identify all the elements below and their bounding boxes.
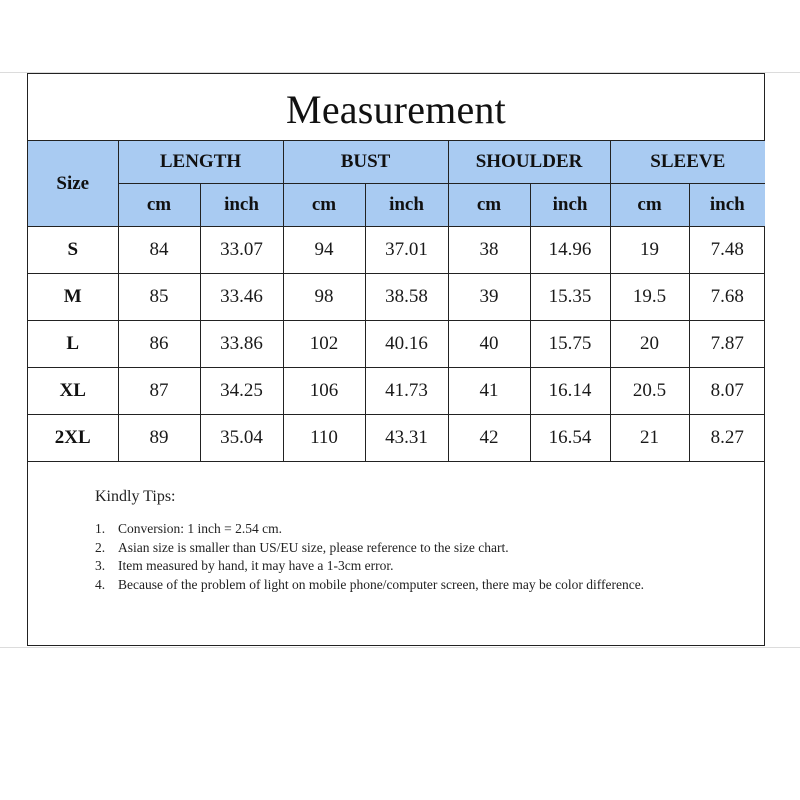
list-index: 1.	[95, 521, 106, 536]
table-cell: 102	[283, 321, 365, 368]
size-label: M	[28, 274, 118, 321]
table-cell: 20	[610, 321, 689, 368]
list-text: Conversion: 1 inch = 2.54 cm.	[118, 521, 282, 536]
table-cell: 15.75	[530, 321, 610, 368]
table-cell: 85	[118, 274, 200, 321]
table-row	[28, 227, 765, 274]
unit-header: cm	[118, 184, 200, 227]
unit-header: inch	[200, 184, 283, 227]
table-cell: 41.73	[365, 368, 448, 415]
table-cell: 8.27	[689, 415, 765, 462]
table-cell: 19.5	[610, 274, 689, 321]
table-cell: 40	[448, 321, 530, 368]
list-text: Item measured by hand, it may have a 1-3cm error.	[118, 558, 394, 573]
group-header-bust: BUST	[283, 141, 448, 184]
table-cell: 38	[448, 227, 530, 274]
table-cell: 16.14	[530, 368, 610, 415]
table-cell: 19	[610, 227, 689, 274]
table-cell: 98	[283, 274, 365, 321]
list-item	[95, 539, 655, 558]
table-row	[28, 321, 765, 368]
table-row	[28, 274, 765, 321]
table-cell: 110	[283, 415, 365, 462]
tips-list	[95, 520, 764, 594]
unit-header-row	[28, 184, 765, 227]
table-cell: 87	[118, 368, 200, 415]
unit-header: inch	[689, 184, 765, 227]
table-cell: 7.87	[689, 321, 765, 368]
divider-bottom	[0, 647, 800, 648]
table-cell: 84	[118, 227, 200, 274]
list-text: Because of the problem of light on mobile phone/computer screen, there may be color difference.	[118, 576, 645, 592]
kindly-tips	[28, 462, 764, 594]
table-cell: 35.04	[200, 415, 283, 462]
list-item	[95, 520, 655, 539]
table-cell: 39	[448, 274, 530, 321]
table-cell: 15.35	[530, 274, 610, 321]
table-cell: 7.68	[689, 274, 765, 321]
list-index: 2.	[95, 539, 106, 555]
table-cell: 33.86	[200, 321, 283, 368]
table-cell: 86	[118, 321, 200, 368]
table-cell: 34.25	[200, 368, 283, 415]
group-header-shoulder: SHOULDER	[448, 141, 610, 184]
unit-header: cm	[283, 184, 365, 227]
table-cell: 94	[283, 227, 365, 274]
size-table	[28, 141, 765, 462]
table-cell: 40.16	[365, 321, 448, 368]
list-item	[95, 557, 655, 576]
table-row	[28, 415, 765, 462]
table-header-row	[28, 141, 765, 184]
size-label: 2XL	[28, 415, 118, 462]
unit-header: cm	[610, 184, 689, 227]
tips-heading: Kindly Tips:	[95, 488, 176, 505]
table-cell: 42	[448, 415, 530, 462]
table-cell: 33.46	[200, 274, 283, 321]
table-cell: 33.07	[200, 227, 283, 274]
table-cell: 38.58	[365, 274, 448, 321]
table-row	[28, 368, 765, 415]
table-cell: 7.48	[689, 227, 765, 274]
list-item	[95, 576, 655, 595]
page-title: Measurement	[28, 74, 764, 141]
group-header-length: LENGTH	[118, 141, 283, 184]
table-cell: 89	[118, 415, 200, 462]
table-cell: 37.01	[365, 227, 448, 274]
unit-header: cm	[448, 184, 530, 227]
size-label: XL	[28, 368, 118, 415]
table-cell: 21	[610, 415, 689, 462]
unit-header: inch	[365, 184, 448, 227]
list-text: Asian size is smaller than US/EU size, please reference to the size chart.	[118, 539, 509, 555]
list-index: 4.	[95, 576, 106, 592]
group-header-sleeve: SLEEVE	[610, 141, 765, 184]
measurement-card	[27, 73, 765, 646]
table-cell: 43.31	[365, 415, 448, 462]
size-label: S	[28, 227, 118, 274]
size-label: L	[28, 321, 118, 368]
list-index: 3.	[95, 558, 106, 573]
table-cell: 41	[448, 368, 530, 415]
unit-header: inch	[530, 184, 610, 227]
table-cell: 106	[283, 368, 365, 415]
table-cell: 14.96	[530, 227, 610, 274]
size-column-header: Size	[28, 141, 118, 227]
table-cell: 16.54	[530, 415, 610, 462]
table-cell: 8.07	[689, 368, 765, 415]
table-cell: 20.5	[610, 368, 689, 415]
